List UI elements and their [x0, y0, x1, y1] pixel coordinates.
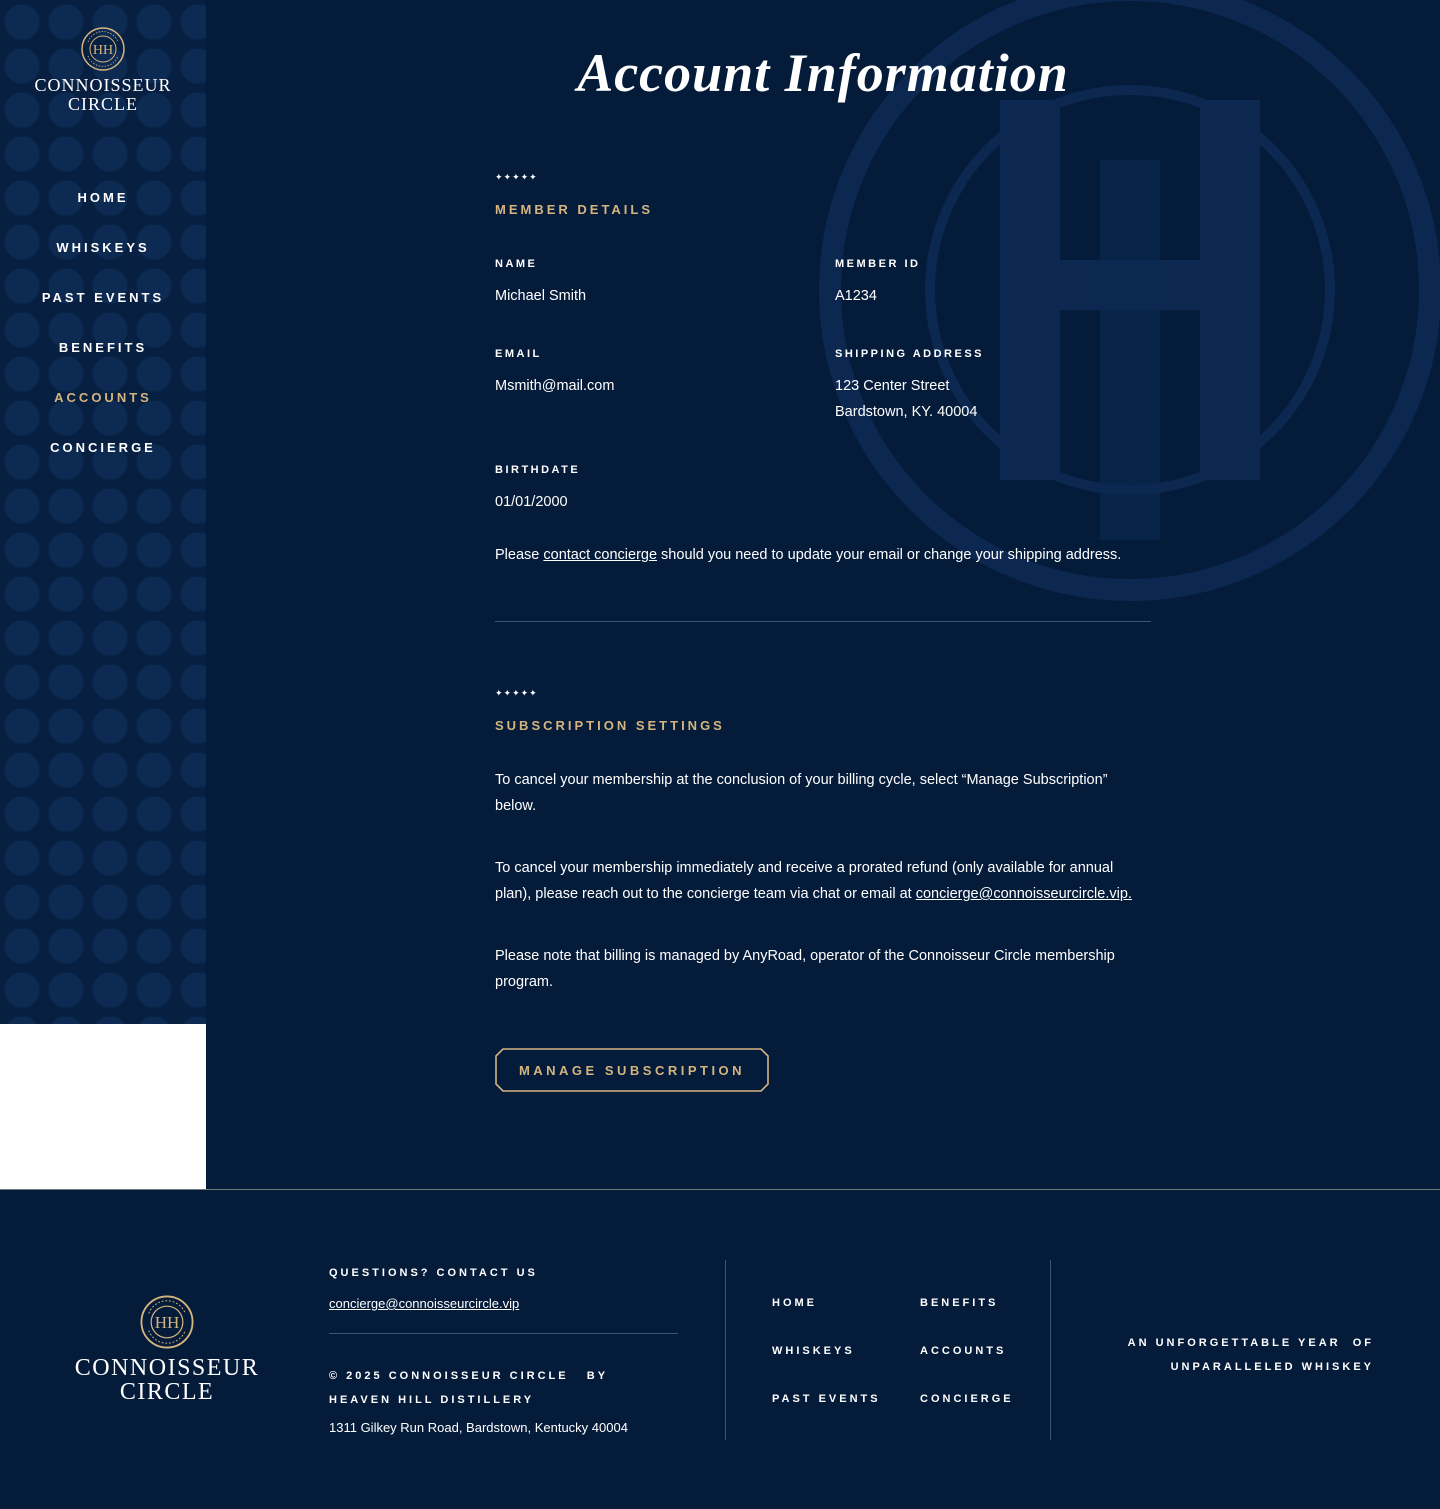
concierge-email-link[interactable]: concierge@connoisseurcircle.vip. [915, 886, 1132, 902]
footer-nav-accounts[interactable]: ACCOUNTS [920, 1345, 1007, 1357]
birthdate-field [495, 463, 580, 515]
footer-brand-name [40, 1356, 294, 1404]
footer [0, 1189, 1440, 1509]
subscription-para-1: To cancel your membership at the conclusion of your billing cycle, select “Manage Subscription” below. [495, 772, 1108, 814]
heaven-hill-seal-icon [80, 26, 126, 72]
heaven-hill-seal-icon [139, 1294, 195, 1350]
birthdate-label: BIRTHDATE [495, 464, 581, 476]
email-label: EMAIL [495, 348, 542, 360]
name-label: NAME [495, 258, 538, 270]
sidebar-empty-panel [0, 1024, 206, 1189]
member-id-value: A1234 [835, 288, 877, 304]
nav-item-benefits[interactable]: BENEFITS [58, 340, 148, 355]
nav-item-accounts[interactable]: ACCOUNTS [54, 390, 152, 405]
stars-ornament: ✦✦✦✦✦ [495, 688, 538, 698]
sidebar [0, 0, 206, 1024]
footer-vertical-divider [1050, 1260, 1051, 1440]
member-id-label: MEMBER ID [835, 258, 921, 270]
email-field [495, 347, 614, 399]
member-details-grid [495, 257, 1151, 539]
manage-subscription-button[interactable] [495, 1048, 769, 1092]
brand-name [0, 76, 206, 114]
footer-vertical-divider [725, 1260, 726, 1440]
page-title: Account Information [577, 43, 1069, 103]
shipping-line-2: Bardstown, KY. 40004 [835, 404, 978, 420]
note-prefix: Please [495, 547, 544, 563]
footer-nav-past-events[interactable]: PAST EVENTS [772, 1393, 881, 1405]
shipping-address-value [835, 373, 984, 425]
footer-tagline [1128, 1331, 1374, 1379]
nav-item-home[interactable]: HOME [77, 190, 129, 205]
footer-divider [329, 1333, 678, 1334]
brand-line-2: CIRCLE [67, 94, 138, 114]
footer-logo[interactable] [40, 1294, 294, 1404]
footer-contact [329, 1266, 679, 1435]
shipping-address-label: SHIPPING ADDRESS [835, 348, 985, 360]
member-id-field [835, 257, 920, 309]
subscription-section [495, 686, 1151, 1078]
footer-address: 1311 Gilkey Run Road, Bardstown, Kentucky 40004 [329, 1420, 628, 1435]
brand-line-1: CONNOISSEUR [34, 75, 172, 95]
name-value: Michael Smith [495, 288, 587, 304]
svg-text:HH: HH [154, 1313, 180, 1333]
nav-item-whiskeys[interactable]: WHISKEYS [56, 240, 150, 255]
member-details-title: MEMBER DETAILS [495, 202, 654, 217]
shipping-address-field [835, 347, 984, 425]
name-field [495, 257, 586, 309]
birthdate-value: 01/01/2000 [495, 494, 568, 510]
footer-nav-benefits[interactable]: BENEFITS [920, 1297, 999, 1309]
nav-item-concierge[interactable]: CONCIERGE [50, 440, 156, 455]
para-2-text: To cancel your membership immediately and receive a prorated refund (only available for annual plan), please reach out to the concierge team via chat or email at [495, 860, 1114, 902]
account-content [495, 170, 1151, 1078]
copyright-line-2: HEAVEN HILL DISTILLERY [329, 1394, 535, 1406]
copyright-line-1: © 2025 CONNOISSEUR CIRCLE BY [329, 1370, 609, 1382]
update-info-note [495, 542, 1151, 568]
contact-title: QUESTIONS? CONTACT US [329, 1267, 538, 1279]
contact-concierge-link[interactable]: contact concierge [543, 547, 658, 563]
email-value: Msmith@mail.com [495, 378, 615, 394]
note-suffix: should you need to update your email or change your shipping address. [657, 547, 1122, 563]
nav-item-past-events[interactable]: PAST EVENTS [41, 290, 165, 305]
footer-nav-whiskeys[interactable]: WHISKEYS [772, 1345, 855, 1357]
footer-brand-line-1: CONNOISSEUR [74, 1355, 260, 1381]
subscription-para-2 [495, 855, 1145, 907]
manage-subscription-label: MANAGE SUBSCRIPTION [518, 1062, 746, 1078]
shipping-line-1: 123 Center Street [835, 378, 950, 394]
svg-text:HH: HH [92, 43, 114, 58]
section-divider [495, 621, 1151, 622]
footer-email-link[interactable]: concierge@connoisseurcircle.vip [329, 1296, 520, 1311]
sidebar-nav [0, 188, 206, 488]
tagline-line-2: UNPARALLELED WHISKEY [1170, 1361, 1374, 1373]
footer-nav-concierge[interactable]: CONCIERGE [920, 1393, 1014, 1405]
copyright [329, 1364, 679, 1412]
member-details-section [495, 170, 1151, 568]
brand-logo[interactable] [0, 26, 206, 114]
stars-ornament: ✦✦✦✦✦ [495, 172, 538, 182]
footer-brand-line-2: CIRCLE [119, 1379, 215, 1405]
subscription-title: SUBSCRIPTION SETTINGS [495, 718, 725, 733]
subscription-para-3: Please note that billing is managed by AnyRoad, operator of the Connoisseur Circle membership program. [495, 948, 1115, 990]
tagline-line-1: AN UNFORGETTABLE YEAR OF [1127, 1337, 1374, 1349]
footer-nav-home[interactable]: HOME [772, 1297, 817, 1309]
